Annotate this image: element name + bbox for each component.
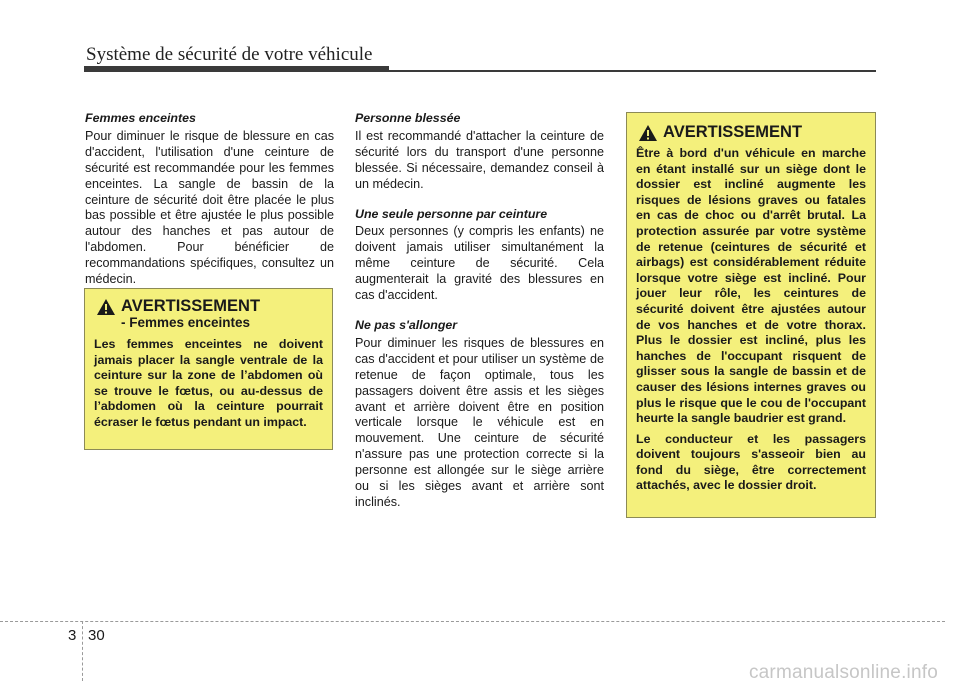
section-title-une-seule-personne: Une seule personne par ceinture xyxy=(355,206,548,221)
watermark-text: carmanualsonline.info xyxy=(748,662,938,683)
paragraph-une-seule-personne: Deux personnes (y compris les enfants) ne doivent jamais utiliser simultanément la même ceinture de sécurité. Cela augmenterait la gravité des blessures en cas d'accident. xyxy=(355,224,604,303)
page-header-title: Système de sécurité de votre véhicule xyxy=(86,44,373,65)
warning-title: AVERTISSEMENT xyxy=(121,297,261,315)
warning-box-femmes-enceintes xyxy=(84,288,333,450)
warning-paragraph-2: Le conducteur et les passagers doivent toujours s'asseoir bien au fond du siège, être correctement attachés, avec le dossier droit. xyxy=(636,431,866,493)
warning-triangle-icon xyxy=(96,298,116,316)
paragraph-ne-pas-sallonger: Pour diminuer les risques de blessures en cas d'accident et pour utiliser un système de retenue de façon optimale, tous les passagers doivent être assis et les sièges avant et arrière doivent être en position verticale lorsque le véhicule est en mouvement. Une ceinture de sécurité n'assure pas une protection correcte si la personne est allongée sur le siège arrière ou si les sièges avant et arrière sont inclinés. xyxy=(355,335,604,509)
warning-box-siege-incline xyxy=(626,112,876,518)
footer-dashed-divider xyxy=(82,621,83,681)
section-title-ne-pas-sallonger: Ne pas s'allonger xyxy=(355,317,458,332)
section-title-personne-blessee: Personne blessée xyxy=(355,111,461,125)
warning-text: Les femmes enceintes ne doivent jamais placer la sangle ventrale de la ceinture sur la zone de l’abdomen où se trouve le fœtus, ou au-dessus de l’abdomen où la ceinture pourrait écraser le fœtus pendant un impact. xyxy=(94,337,323,429)
section-title-femmes-enceintes: Femmes enceintes xyxy=(85,111,196,125)
column-left xyxy=(85,111,334,288)
warning-paragraph-1: Être à bord d'un véhicule en marche en étant installé sur un siège dont le dossier est incliné augmente les risques de lésions graves ou fatales en cas de choc ou d'arrêt brutal. La protection assurée par votre système de retenue (ceintures de sécurité et airbags) est considérablement réduite lorsque votre siège est incliné. Pour jouer leur rôle, les ceintures de sécurité doivent être ajustées autour de vos hanches et de votre thorax. Plus le dossier est incliné, plus les hanches de l'occupant risquent de glisser sous la sangle de bassin et de causer des lésions internes graves ou plus le risque que le cou de l'occupant heurte la sangle baudrier est grand. xyxy=(636,146,866,426)
warning-subtitle: - Femmes enceintes xyxy=(121,315,251,330)
paragraph-femmes-enceintes: Pour diminuer le risque de blessure en cas d'accident, l'utilisation d'une ceinture de sécurité est recommandée pour les femmes enceintes. La sangle de bassin de la ceinture de sécurité doit être placée le plus bas possible et être ajustée le plus possible autour des hanches et pas autour de l'abdomen. Pour bénéficier de recommandations spécifiques, consultez un médecin. xyxy=(85,128,334,287)
chapter-number: 3 xyxy=(68,627,77,644)
column-middle xyxy=(355,111,604,511)
warning-header xyxy=(636,123,866,141)
warning-triangle-icon xyxy=(638,124,658,142)
footer-dashed-rule xyxy=(0,621,945,622)
warning-header xyxy=(94,297,323,331)
paragraph-personne-blessee: Il est recommandé d'attacher la ceinture de sécurité lors du transport d'une personne blessée. Si nécessaire, demandez conseil à un médecin. xyxy=(355,128,604,191)
header-underline xyxy=(84,70,876,72)
page-number: 30 xyxy=(88,627,105,644)
warning-title: AVERTISSEMENT xyxy=(663,123,803,141)
